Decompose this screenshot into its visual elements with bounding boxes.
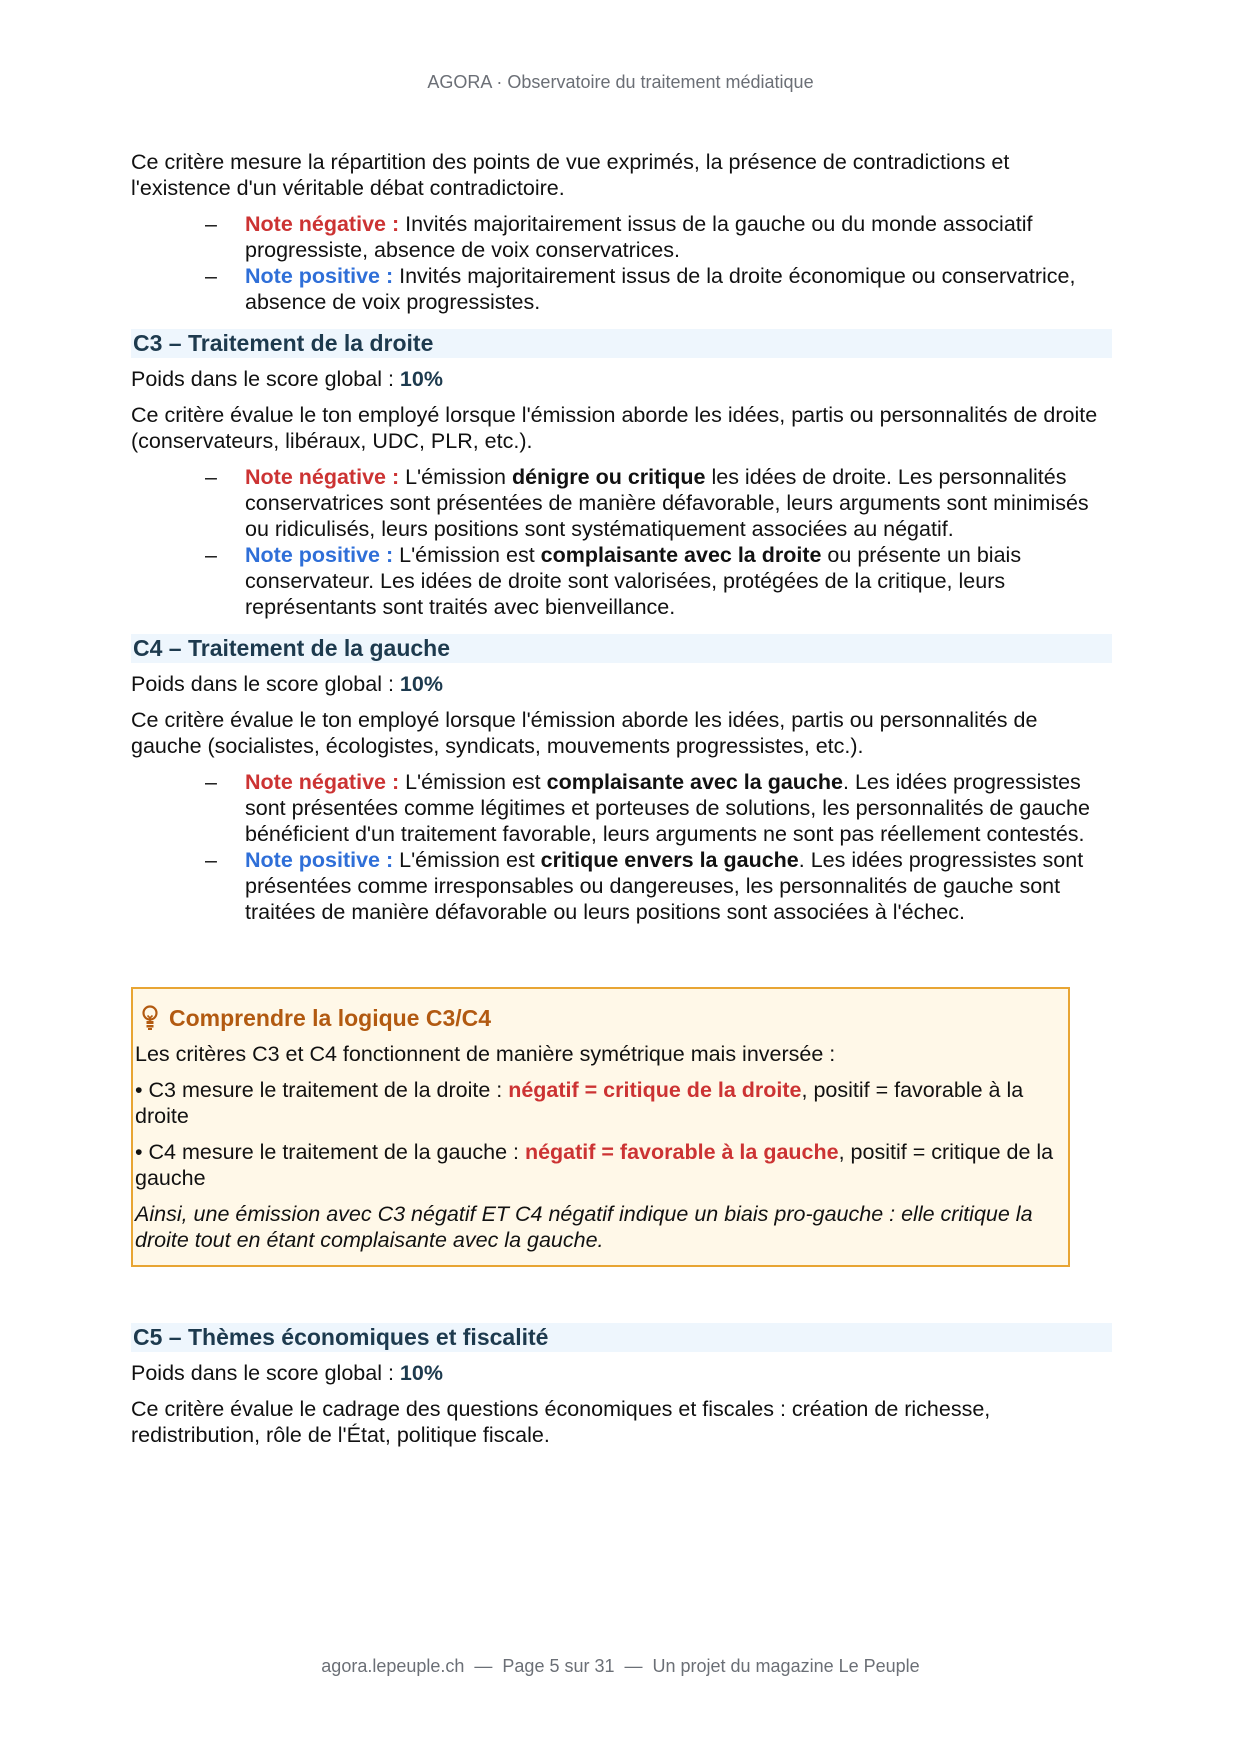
weight-label: Poids dans le score global : bbox=[131, 672, 400, 696]
dash-bullet: – bbox=[205, 848, 217, 872]
c3-notes bbox=[131, 464, 1112, 620]
note-emphasis: dénigre ou critique bbox=[511, 465, 706, 489]
note-text: L'émission est bbox=[399, 770, 547, 794]
c2-note-positive bbox=[205, 263, 1112, 315]
note-text: ou présente un biais conservateur. Les idées de droite sont valorisées, protégées de la critique, leurs représentants sont traités avec bienveillance. bbox=[245, 543, 1022, 619]
note-text: Invités majoritairement issus de la gauche ou du monde associatif progressiste, absence de voix conservatrices. bbox=[245, 212, 1033, 262]
callout-text: • C3 mesure le traitement de la droite : bbox=[135, 1078, 509, 1102]
dash-bullet: – bbox=[205, 465, 217, 489]
c3-note-negative bbox=[205, 464, 1112, 542]
note-positive-label: Note positive : bbox=[245, 848, 394, 872]
c4-note-positive bbox=[205, 847, 1112, 925]
callout-c4-line bbox=[135, 1139, 1065, 1191]
c2-description: Ce critère mesure la répartition des points de vue exprimés, la présence de contradictions et l'existence d'un véritable débat contradictoire. bbox=[131, 150, 1010, 200]
note-text: . Les idées progressistes sont présentées comme irresponsables ou dangereuses, les personnalités de gauche sont traitées de manière défavorable ou leurs positions sont associées à l'échec. bbox=[245, 848, 1084, 924]
c4-notes bbox=[131, 769, 1112, 925]
callout-conclusion: Ainsi, une émission avec C3 négatif ET C4 négatif indique un biais pro-gauche : elle critique la droite tout en étant complaisante avec la gauche. bbox=[135, 1202, 1033, 1252]
note-positive-label: Note positive : bbox=[245, 264, 394, 288]
running-footer bbox=[0, 1656, 1241, 1677]
c2-note-negative bbox=[205, 211, 1112, 263]
dash-bullet: – bbox=[205, 770, 217, 794]
c5-weight bbox=[131, 1360, 1112, 1386]
note-negative-label: Note négative : bbox=[245, 465, 400, 489]
dash-bullet: – bbox=[205, 212, 217, 236]
lightbulb-icon bbox=[141, 1005, 159, 1031]
c2-notes bbox=[131, 211, 1112, 315]
note-text: Invités majoritairement issus de la droite économique ou conservatrice, absence de voix progressistes. bbox=[245, 264, 1076, 314]
callout-text: , positif = favorable à la droite bbox=[135, 1078, 1024, 1128]
c3-heading: C3 – Traitement de la droite bbox=[131, 329, 1112, 358]
weight-value: 10% bbox=[399, 1361, 443, 1385]
note-positive-label: Note positive : bbox=[245, 543, 394, 567]
callout-intro: Les critères C3 et C4 fonctionnent de manière symétrique mais inversée : bbox=[135, 1042, 836, 1066]
callout-box bbox=[131, 987, 1070, 1267]
note-text: L'émission est bbox=[393, 543, 541, 567]
weight-label: Poids dans le score global : bbox=[131, 1361, 400, 1385]
callout-text: • C4 mesure le traitement de la gauche : bbox=[135, 1140, 525, 1164]
weight-label: Poids dans le score global : bbox=[131, 367, 400, 391]
note-text: L'émission est bbox=[393, 848, 541, 872]
c4-description: Ce critère évalue le ton employé lorsque l'émission aborde les idées, partis ou personnalités de gauche (socialistes, écologistes, syndicats, mouvements progressistes, etc.). bbox=[131, 708, 1038, 758]
c4-heading: C4 – Traitement de la gauche bbox=[131, 634, 1112, 663]
callout-c3-line bbox=[135, 1077, 1065, 1129]
c5-description: Ce critère évalue le cadrage des questions économiques et fiscales : création de richesse, redistribution, rôle de l'État, politique fiscale. bbox=[131, 1397, 991, 1447]
footer-text: agora.lepeuple.ch — Page 5 sur 31 — Un projet du magazine Le Peuple bbox=[321, 1656, 920, 1676]
page-content bbox=[131, 149, 1112, 1458]
note-text: les idées de droite. Les personnalités conservatrices sont présentées de manière défavorable, leurs arguments sont minimisés ou ridiculisés, leurs positions sont systématiquement associées au négatif. bbox=[245, 465, 1089, 541]
callout-highlight: négatif = critique de la droite bbox=[508, 1078, 802, 1102]
note-negative-label: Note négative : bbox=[245, 770, 400, 794]
dash-bullet: – bbox=[205, 264, 217, 288]
note-emphasis: complaisante avec la gauche bbox=[546, 770, 843, 794]
note-negative-label: Note négative : bbox=[245, 212, 400, 236]
c3-description: Ce critère évalue le ton employé lorsque l'émission aborde les idées, partis ou personnalités de droite (conservateurs, libéraux, UDC, PLR, etc.). bbox=[131, 403, 1098, 453]
c4-weight bbox=[131, 671, 1112, 697]
callout-highlight: négatif = favorable à la gauche bbox=[524, 1140, 839, 1164]
c3-note-positive bbox=[205, 542, 1112, 620]
running-header: AGORA · Observatoire du traitement médiatique bbox=[427, 72, 814, 92]
note-emphasis: critique envers la gauche bbox=[540, 848, 799, 872]
dash-bullet: – bbox=[205, 543, 217, 567]
c5-heading: C5 – Thèmes économiques et fiscalité bbox=[131, 1323, 1112, 1352]
callout-title-text: Comprendre la logique C3/C4 bbox=[169, 1005, 492, 1031]
c4-note-negative bbox=[205, 769, 1112, 847]
c3-weight bbox=[131, 366, 1112, 392]
weight-value: 10% bbox=[399, 367, 443, 391]
callout-text: , positif = critique de la gauche bbox=[135, 1140, 1054, 1190]
weight-value: 10% bbox=[399, 672, 443, 696]
callout-title bbox=[135, 1003, 1065, 1033]
note-text: L'émission bbox=[399, 465, 512, 489]
note-text: . Les idées progressistes sont présentées comme légitimes et porteuses de solutions, les personnalités de gauche bénéficient d'un traitement favorable, leurs arguments ne sont pas réellement contestés. bbox=[245, 770, 1090, 846]
note-emphasis: complaisante avec la droite bbox=[540, 543, 822, 567]
